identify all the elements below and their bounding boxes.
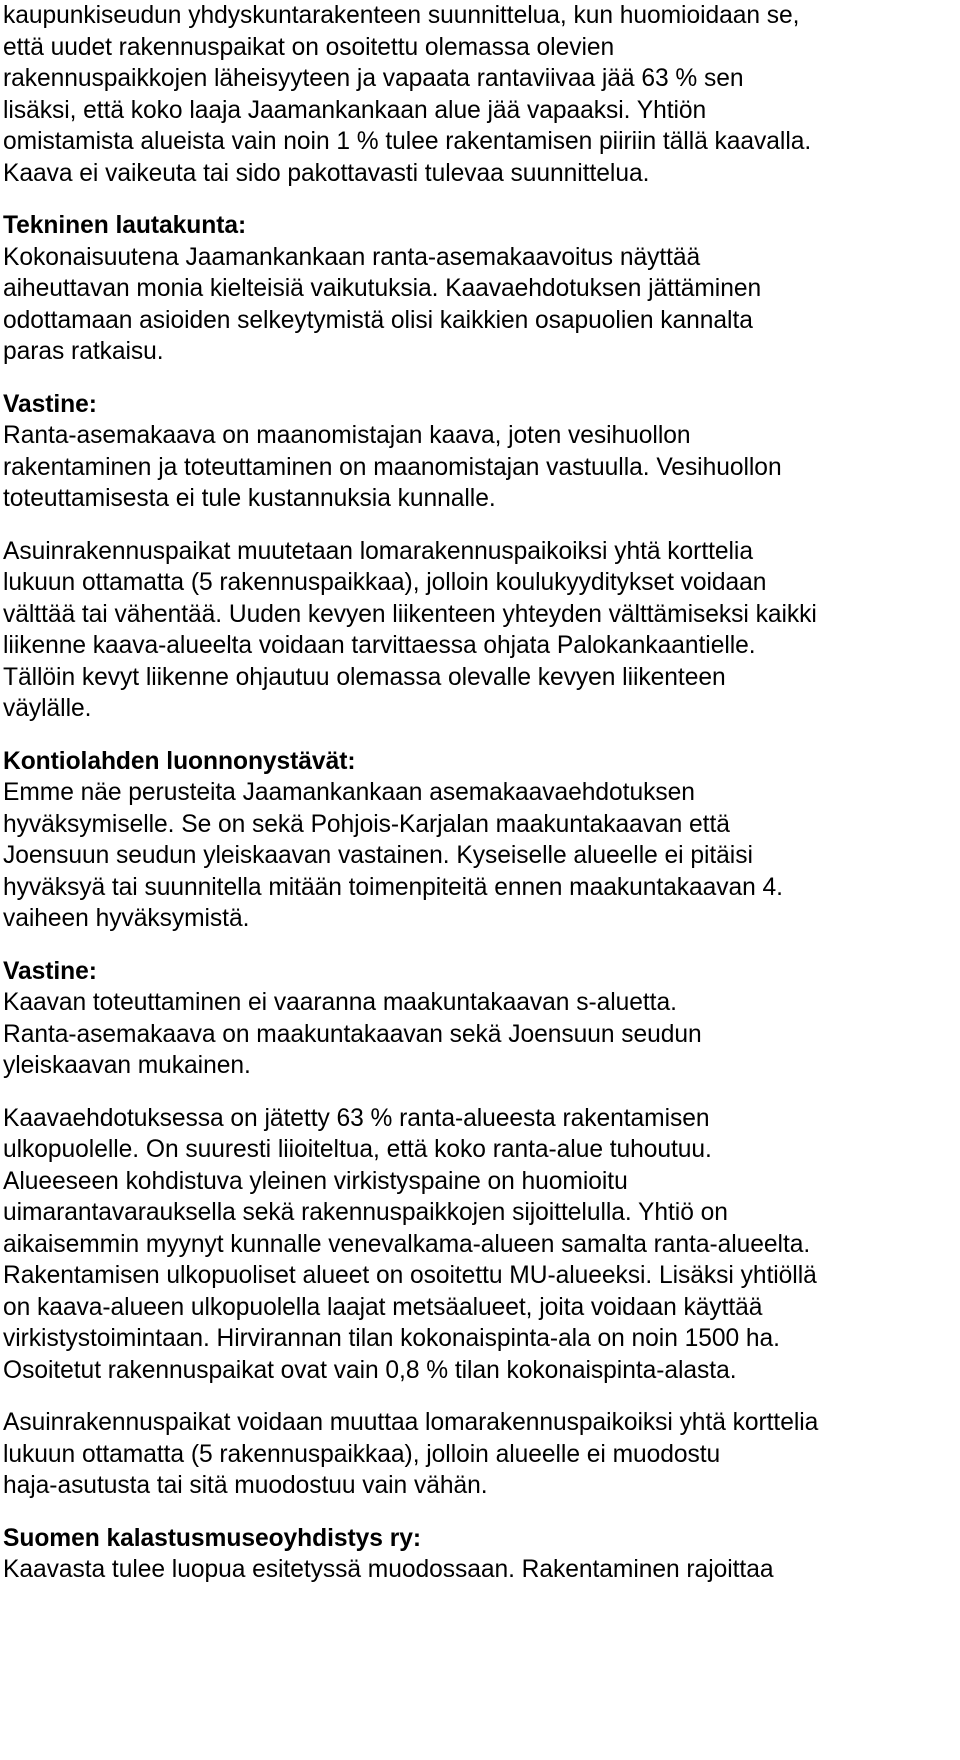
section-kontiolahden-luonnonystavat: [3, 746, 934, 935]
text-line: hyväksyä tai suunnitella mitään toimenpiteitä ennen maakuntakaavan 4.: [3, 873, 783, 901]
paragraph-kaavaehdotuksessa: [3, 1103, 934, 1387]
text-line: Kokonaisuutena Jaamankankaan ranta-asemakaavoitus näyttää: [3, 243, 701, 271]
section-heading: Vastine:: [3, 390, 97, 418]
paragraph-gap: [3, 368, 934, 389]
text-line: Kaavasta tulee luopua esitetyssä muodossaan. Rakentaminen rajoittaa: [3, 1556, 774, 1583]
text-line: lisäksi, että koko laaja Jaamankankaan alue jää vapaaksi. Yhtiön: [3, 96, 707, 124]
text-line: lukuun ottamatta (5 rakennuspaikkaa), jolloin alueelle ei muodostu: [3, 1440, 721, 1468]
text-line: aiheuttavan monia kielteisiä vaikutuksia. Kaavaehdotuksen jättäminen: [3, 275, 762, 302]
paragraph-gap: [3, 1082, 934, 1103]
text-line: Ranta-asemakaava on maanomistajan kaava, joten vesihuollon: [3, 422, 691, 449]
text-line: Asuinrakennuspaikat voidaan muuttaa lomarakennuspaikoiksi yhtä korttelia: [3, 1409, 819, 1436]
section-heading: Tekninen lautakunta:: [3, 212, 247, 239]
paragraph-gap: [3, 725, 934, 746]
section-tekninen-lautakunta: [3, 210, 934, 368]
paragraph-gap: [3, 515, 934, 536]
section-heading: Suomen kalastusmuseoyhdistys ry:: [3, 1524, 422, 1552]
text-line: virkistystoimintaan. Hirvirannan tilan kokonaispinta-ala on noin 1500 ha.: [3, 1325, 780, 1352]
section-heading: Kontiolahden luonnonystävät:: [3, 747, 356, 775]
text-line: Rakentamisen ulkopuoliset alueet on osoitettu MU-alueeksi. Lisäksi yhtiöllä: [3, 1262, 817, 1289]
paragraph-gap: [3, 1502, 934, 1523]
paragraph-gap: [3, 1386, 934, 1407]
text-line: yleiskaavan mukainen.: [3, 1052, 251, 1079]
text-line: Joensuun seudun yleiskaavan vastainen. Kyseiselle alueelle ei pitäisi: [3, 842, 753, 869]
section-vastine-1: [3, 389, 934, 515]
text-line: ulkopuolelle. On suuresti liioiteltua, että koko ranta-alue tuhoutuu.: [3, 1136, 712, 1163]
text-line: toteuttamisesta ei tule kustannuksia kunnalle.: [3, 485, 496, 512]
paragraph-asuinrakennuspaikat-1: [3, 536, 934, 725]
text-line: Osoitetut rakennuspaikat ovat vain 0,8 % tilan kokonaispinta-alasta.: [3, 1356, 737, 1384]
paragraph-intro: [3, 0, 934, 189]
text-line: Ranta-asemakaava on maakuntakaavan sekä Joensuun seudun: [3, 1020, 702, 1048]
text-line: liikenne kaava-alueelta voidaan tarvittaessa ohjata Palokankaantielle.: [3, 632, 756, 659]
text-line: on kaava-alueen ulkopuolella laajat metsäalueet, joita voidaan käyttää: [3, 1293, 763, 1321]
paragraph-gap: [3, 935, 934, 956]
text-line: odottamaan asioiden selkeytymistä olisi kaikkien osapuolien kannalta: [3, 306, 753, 334]
text-line: vaiheen hyväksymistä.: [3, 905, 250, 932]
text-line: hyväksymiselle. Se on sekä Pohjois-Karjalan maakuntakaavan että: [3, 810, 730, 838]
text-line: Kaavan toteuttaminen ei vaaranna maakuntakaavan s-aluetta.: [3, 989, 677, 1016]
text-line: Kaava ei vaikeuta tai sido pakottavasti tulevaa suunnittelua.: [3, 159, 650, 187]
text-line: kaupunkiseudun yhdyskuntarakenteen suunnittelua, kun huomioidaan se,: [3, 2, 800, 29]
section-heading: Vastine:: [3, 957, 97, 985]
paragraph-gap: [3, 189, 934, 210]
text-line: haja-asutusta tai sitä muodostuu vain vähän.: [3, 1472, 488, 1499]
text-line: omistamista alueista vain noin 1 % tulee rakentamisen piiriin tällä kaavalla.: [3, 128, 812, 155]
text-line: uimarantavarauksella sekä rakennuspaikkojen sijoittelulla. Yhtiö on: [3, 1199, 728, 1226]
text-line: väylälle.: [3, 695, 92, 722]
text-line: Kaavaehdotuksessa on jätetty 63 % ranta-alueesta rakentamisen: [3, 1104, 710, 1132]
section-vastine-2: [3, 956, 934, 1082]
text-line: paras ratkaisu.: [3, 338, 164, 365]
text-line: Alueeseen kohdistuva yleinen virkistyspaine on huomioitu: [3, 1167, 628, 1195]
text-line: Tällöin kevyt liikenne ohjautuu olemassa olevalle kevyen liikenteen: [3, 663, 726, 691]
paragraph-asuinrakennuspaikat-2: [3, 1407, 934, 1502]
text-line: aikaisemmin myynyt kunnalle venevalkama-alueen samalta ranta-alueelta.: [3, 1230, 811, 1258]
text-line: välttää tai vähentää. Uuden kevyen liikenteen yhteyden välttämiseksi kaikki: [3, 600, 817, 628]
text-line: Asuinrakennuspaikat muutetaan lomarakennuspaikoiksi yhtä korttelia: [3, 537, 753, 565]
section-suomen-kalastusmuseoyhdistys: [3, 1523, 934, 1586]
text-line: rakennuspaikkojen läheisyyteen ja vapaata rantaviivaa jää 63 % sen: [3, 65, 744, 92]
text-line: että uudet rakennuspaikat on osoitettu olemassa olevien: [3, 33, 615, 61]
text-line: rakentaminen ja toteuttaminen on maanomistajan vastuulla. Vesihuollon: [3, 453, 782, 481]
text-line: lukuun ottamatta (5 rakennuspaikkaa), jolloin koulukyyditykset voidaan: [3, 569, 767, 596]
text-line: Emme näe perusteita Jaamankankaan asemakaavaehdotuksen: [3, 779, 695, 806]
